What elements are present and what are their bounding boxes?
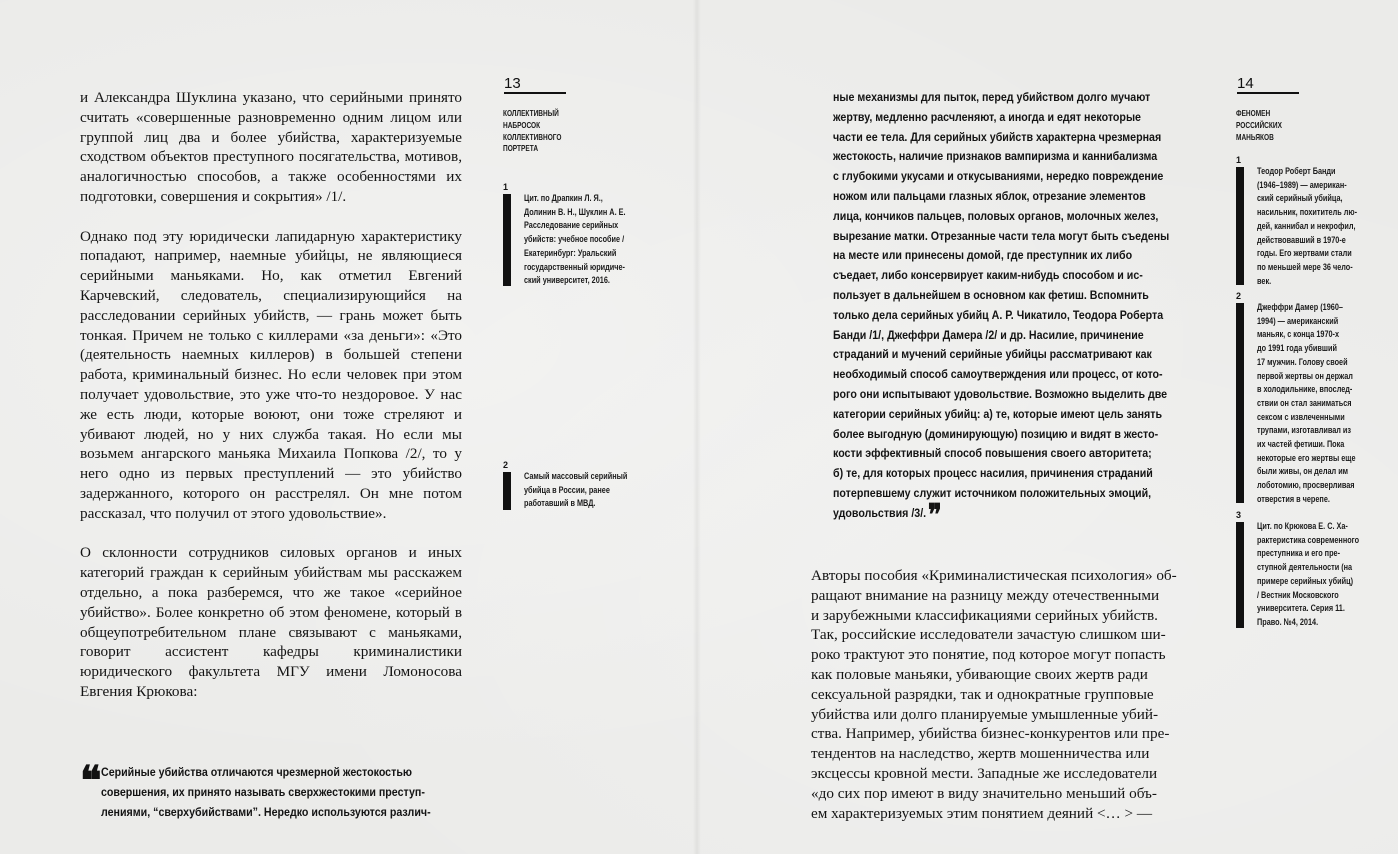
text-line: тендентов на наследство, жертв мошенничества или [811, 745, 1150, 763]
text-line: убийства или долго планируемые умышленные убий- [811, 705, 1159, 723]
footnote-number: 1 [503, 182, 509, 192]
page-number: 14 [1237, 75, 1254, 92]
footnote-text: Теодор Роберт Банди (1946–1989) — американ- ский серийный убийца, насильник, похититель лю- дей, каннибал и некрофил, действовавший в 1970-е годы. Его жертвами стали по меньшей мере 36 чело- век. [1257, 166, 1358, 287]
text-line: ращают внимание на разницу между отечественными [811, 586, 1160, 604]
quote-continuation: ные механизмы для пыток, перед убийством долго мучают жертву, медленно расчленяют, а иногда и едят некоторые части ее тела. Для серийных убийств характерна чрезмерная жестокость, наличие признаков вампиризма и каннибализма с глубокими укусами и откусываниями, нередко повреждение ножом или пальцами глазных яблок, отрезание элементов лица, кончиков пальцев, половых органов, молочных желез, вырезание матки. Отрезанные части тела могут быть съедены на месте или принесены домой, где преступник их либо съедает, либо консервирует каким-нибудь способом и ис- пользует в дальнейшем в основном как фетиш. Вспомнить только дела серийных убийц А. Р. Чикатило, Теодора Роберта Банди /1/, Джеффри Дамера /2/ и др. Насилие, причинение страданий и мучений серийные убийцы рассматривают как необходимый способ самоутверждения или процесс, от кото- рого они испытывают удовольствие. Возможно выделить две категории серийных убийц: а) те, которые имеют цель занять более выгодную (доминирующую) позицию и видят в жесто- кости эффективный способ повышения своего авторитета; б) те, для которых процесс насилия, причинения страданий потерпевшему служит источником положительных эмоций, удовольствия /3/.❞ [833, 90, 1170, 533]
paragraph: и Александра Шуклина указано, что серийными принято считать «совершенные разновременно одним лицом или группой лиц два и более убийства, характеризуемые сходством объектов преступного посягательства, мотивов, аналогичностью способов, а также особенностями их подготовки, совершения и сокрытия» /1/. [80, 89, 462, 205]
footnote-number: 2 [503, 460, 509, 470]
text-line: Так, российские исследователи зачастую слишком ши- [811, 626, 1166, 644]
footnote-bar [1236, 303, 1244, 503]
left-page-body [80, 88, 462, 702]
spread-gutter [693, 0, 701, 854]
page-number-rule [1237, 92, 1299, 94]
page-number-rule [504, 92, 566, 94]
footnote-text: Цит. по Крюкова Е. С. Ха- рактеристика современного преступника и его пре- ступной деятельности (на примере серийных убийц) / Вестник Московского университета. Серия 11. Право. №4, 2014. [1257, 521, 1360, 628]
quote-block [80, 757, 466, 822]
quote-line: совершения, их принято называть сверхжестокими преступ- [101, 784, 425, 799]
footnote-text: Джеффри Дамер (1960– 1994) — американский маньяк, с конца 1970-х до 1991 года убивший 17 мужчин. Голову своей первой жертвы он держал в холодильнике, впослед- ствии он стал заниматься сексом с извлеченными трупами, изготавливал из их частей фетиши. Пока некоторые его жертвы еще были живы, он делал им лоботомию, просверливая отверстия в черепе. [1257, 302, 1356, 505]
open-quote-icon: ❝ [80, 757, 96, 804]
right-page-body [811, 566, 1194, 823]
quote-line: Серийные убийства отличаются чрезмерной жестокостью [101, 765, 412, 779]
text-line: «до сих пор имеют в виду значительно меньший объ- [811, 784, 1157, 802]
page-number: 13 [504, 75, 521, 92]
text-line: эксцессы кровной мести. Западные же исследователи [811, 764, 1158, 782]
footnote-text: Цит. по Драпкин Л. Я., Долинин В. Н., Шуклин А. Е. Расследование серийных убийств: учебное пособие / Екатеринбург: Уральский государственный юридиче- ский университет, 2016. [524, 193, 626, 287]
footnote-text: Самый массовый серийный убийца в России, ранее работавший в МВД. [524, 471, 628, 510]
footnote-number: 1 [1236, 155, 1242, 165]
footnote-bar [503, 472, 511, 510]
quote-text [101, 763, 479, 822]
text-line: Авторы пособия «Криминалистическая психология» об- [811, 567, 1177, 584]
footnote-number: 3 [1236, 510, 1242, 520]
paragraph: О склонности сотрудников силовых органов и иных категорий граждан к серийным убийствам мы расскажем отдельно, а пока разберемся, что же такое «серийное убийство». Более конкретно об этом феномене, который в общеупотребительном плане связывают с маньяками, говорит ассистент кафедры криминалистики юридического факультета МГУ имени Ломоносова Евгения Крюкова: [80, 544, 462, 700]
paragraph: Однако под эту юридически лапидарную характеристику попадают, например, наемные убийцы, не являющиеся серийными маньяками. Но, как отметил Евгений Карчевский, следователь, специализирующийся на расследовании серийных убийств, — грань может быть тонкая. Причем не только с киллерами «за деньги»: «Это (деятельность наемных киллеров) в большей степени работа, криминальный бизнес. Но если человек при этом получает удовольствие, это уже что-то нездоровое. У нас же есть люди, которые воюют, они тоже стреляют и убивают людей, но у них служба такая. Но если мы возьмем ангарского маньяка Михаила Попкова /2/, то у него одно из первых преступлений — это убийство задержанного, которого он расстрелял. Он мне потом рассказал, что получил от этого удовольствие». [80, 227, 462, 522]
footnote-bar [1236, 522, 1244, 628]
footnote-bar [1236, 167, 1244, 285]
text-line: как половые маньяки, убивающие своих жертв ради [811, 665, 1148, 683]
quote-line: лениями, “сверхубийствами”. Нередко используются различ- [101, 804, 431, 819]
text-line: ства. Например, убийства бизнес-конкурентов или пре- [811, 725, 1170, 743]
footnote-number: 2 [1236, 291, 1242, 301]
close-quote-icon: ❞ [927, 497, 938, 533]
text-line: ем характеризуемых этим понятием деяний <… > — [811, 804, 1153, 822]
section-label: ФЕНОМЕН РОССИЙСКИХ МАНЬЯКОВ [1236, 108, 1282, 142]
text-line: сексуальной разрядки, так и однократные групповые [811, 685, 1154, 703]
text-line: и зарубежными классификациями серийных убийств. [811, 606, 1158, 624]
section-label: КОЛЛЕКТИВНЫЙ НАБРОСОК КОЛЛЕКТИВНОГО ПОРТРЕТА [503, 108, 562, 154]
text-line: роко трактуют это понятие, под которое могут попасть [811, 646, 1166, 664]
footnote-bar [503, 194, 511, 286]
